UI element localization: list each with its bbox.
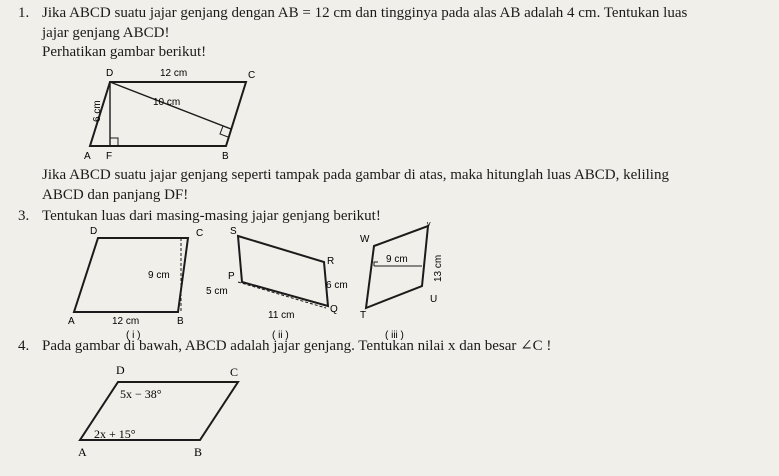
q3-fig1-base-label: 12 cm (112, 316, 140, 327)
q3-fig2-label-s: S (230, 226, 237, 237)
q4-label-a: A (78, 445, 87, 459)
q3-fig2-right-label: 6 cm (326, 280, 348, 291)
q3-fig1-caption: ( i ) (126, 330, 141, 340)
q3-fig1-label-d: D (90, 226, 98, 237)
q3-fig3-label-u: U (430, 294, 438, 305)
q1-label-b: B (222, 151, 229, 162)
q4-angle-d-label: 5x − 38° (120, 387, 162, 401)
q3-text: Tentukan luas dari masing-masing jajar genjang berikut! (42, 208, 381, 224)
q3-figures (60, 222, 480, 340)
q4-number: 4. (18, 338, 30, 354)
q1-number: 1. (18, 5, 30, 21)
q3-fig1-label-a: A (68, 316, 75, 327)
q1-label-d: D (106, 68, 114, 79)
q3-fig3-height-label: 9 cm (386, 254, 408, 265)
q3-fig3-label-v: V (426, 222, 432, 228)
q3-fig1-parallelogram (74, 238, 188, 312)
q3-fig3-side-label: 13 cm (433, 254, 444, 282)
q1-text-line3: Jika ABCD suatu jajar genjang seperti tampak pada gambar di atas, maka hitunglah luas ABCD, keliling (42, 167, 669, 183)
q3-fig3-label-t: T (360, 310, 367, 321)
q1-text-line2: jajar genjang ABCD! (42, 25, 170, 41)
q4-parallelogram-figure (60, 360, 250, 472)
q4-label-b: B (194, 445, 203, 459)
q1-label-f: F (106, 151, 113, 162)
q4-label-d: D (116, 363, 125, 377)
q4-angle-a-label: 2x + 15° (94, 427, 136, 441)
q3-fig3-right-angle (374, 262, 378, 266)
q3-fig2-label-r: R (327, 256, 335, 267)
q3-fig3-label-w: W (360, 234, 370, 245)
q4-label-c: C (230, 365, 239, 379)
q1-parallelogram-figure (60, 60, 270, 165)
q3-fig2-left-label: 5 cm (206, 286, 228, 297)
q3-figure-ii (206, 226, 348, 340)
q1-figure-intro: Perhatikan gambar berikut! (42, 44, 207, 60)
q3-fig1-label-b: B (177, 316, 184, 327)
q3-fig2-label-p: P (228, 271, 235, 282)
q1-height-label: 6 cm (92, 100, 103, 122)
q3-figure-iii (360, 222, 444, 340)
q1-text-line4: ABCD dan panjang DF! (42, 187, 189, 203)
q3-fig2-base-label: 11 cm (268, 310, 295, 321)
q1-text-line1: Jika ABCD suatu jajar genjang dengan AB = 12 cm dan tingginya pada alas AB adalah 4 cm. Tentukan luas (42, 5, 688, 21)
q1-top-length: 12 cm (160, 68, 188, 79)
q4-text: Pada gambar di bawah, ABCD adalah jajar genjang. Tentukan nilai x dan besar ∠C ! (42, 338, 552, 354)
q3-fig3-parallelogram (366, 226, 428, 308)
q3-fig2-caption: ( ii ) (272, 330, 289, 340)
q3-number: 3. (18, 208, 30, 224)
q1-parallelogram (90, 82, 246, 146)
q3-fig1-height-label: 9 cm (148, 270, 170, 281)
q3-fig2-dashed-line (238, 282, 326, 308)
q1-label-c: C (248, 70, 256, 81)
q3-figure-i (68, 226, 203, 340)
q1-diagonal-length: 10 cm (153, 97, 181, 108)
q3-fig1-label-c: C (196, 228, 204, 239)
q1-right-angle-f (110, 138, 118, 146)
q1-label-a: A (84, 151, 91, 162)
q3-fig2-label-q: Q (330, 304, 338, 315)
q3-fig3-caption: ( iii ) (385, 330, 404, 340)
